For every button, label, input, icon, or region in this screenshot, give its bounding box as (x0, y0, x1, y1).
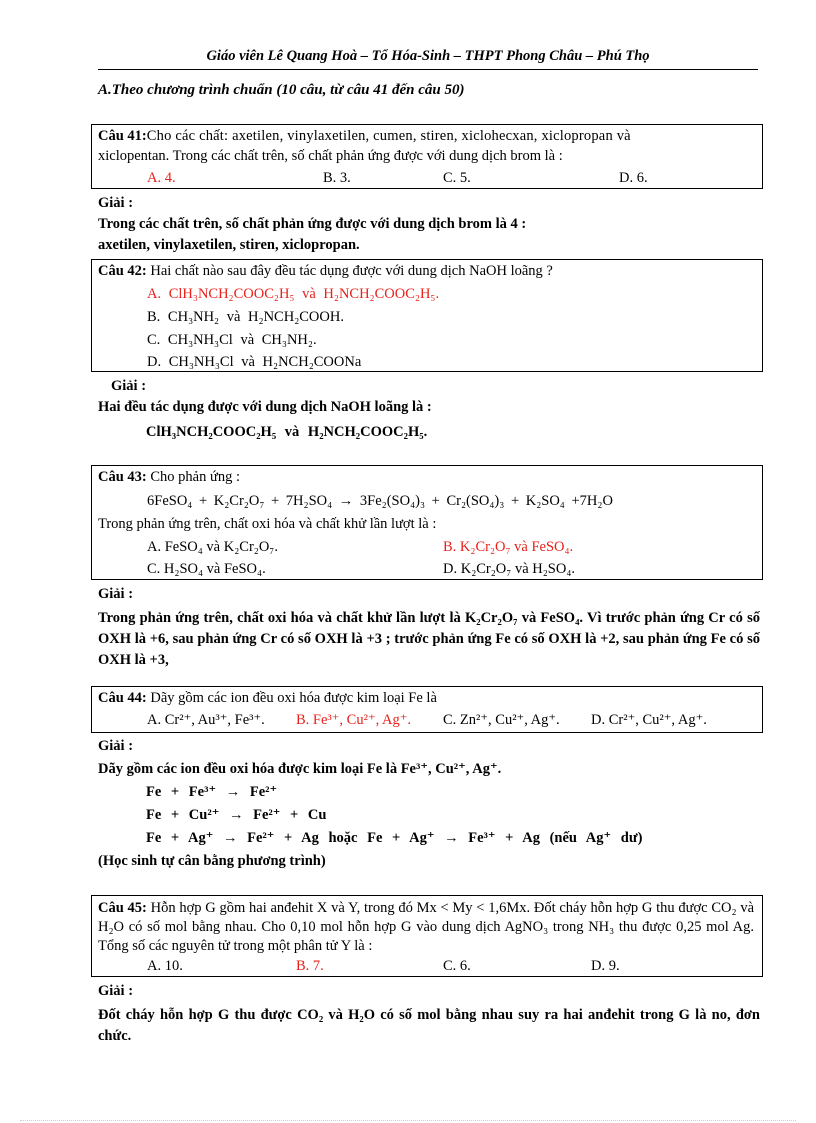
q43-option-b: B. K₂Cr₂O₇ và FeSO₄. (443, 539, 574, 555)
q43-label: Câu 43: (98, 469, 147, 485)
q41-giai-label: Giải : (98, 195, 134, 211)
q42-option-d: D. CH₃NH₃Cl và H₂NCH₂COONa (147, 354, 362, 370)
page-header: Giáo viên Lê Quang Hoà – Tổ Hóa-Sinh – THPT Phong Châu – Phú Thọ (206, 48, 650, 64)
q44-stem: Dãy gồm các ion đều oxi hóa được kim loại Fe là (150, 690, 437, 706)
question-44-box (91, 686, 763, 733)
q41-solution (98, 193, 760, 256)
q41-solution-line1: Trong các chất trên, số chất phản ứng được với dung dịch brom là 4 : (98, 216, 527, 232)
q42-solution-line2: ClH₃NCH₂COOC₂H₅ và H₂NCH₂COOC₂H₅. (146, 424, 428, 440)
q43-option-a: A. FeSO₄ và K₂Cr₂O₇. (147, 539, 278, 555)
q44-solution-line1: Dãy gồm các ion đều oxi hóa được kim loại Fe là Fe³⁺, Cu²⁺, Ag⁺. (98, 761, 502, 777)
q42-option-c: C. CH₃NH₃Cl và CH₃NH₂. (147, 332, 317, 348)
q42-option-a: A. ClH₃NCH₂COOC₂H₅ và H₂NCH₂COOC₂H₅. (147, 286, 440, 302)
q45-label: Câu 45: (98, 900, 147, 916)
q43-option-c: C. H₂SO₄ và FeSO₄. (147, 561, 266, 577)
q45-solution-text: Đốt cháy hỗn hợp G thu được CO₂ và H₂O có số mol bằng nhau suy ra hai anđehit trong G là no, đơn chức. (98, 1007, 760, 1044)
q44-note: (Học sinh tự cân bằng phương trình) (98, 853, 326, 869)
question-45-box (91, 895, 763, 977)
q44-label: Câu 44: (98, 690, 147, 706)
q45-solution (98, 981, 760, 1047)
header-rule (98, 69, 758, 70)
page-bottom-rule (20, 1120, 796, 1121)
q42-solution-line1: Hai đều tác dụng được với dung dịch NaOH loãng là : (98, 399, 432, 415)
q42-stem: Hai chất nào sau đây đều tác dụng được với dung dịch NaOH loãng ? (150, 263, 553, 279)
question-42-box (91, 259, 763, 372)
q41-option-c: C. 5. (443, 170, 471, 186)
q44-equation-2: Fe + Cu²⁺ → Fe²⁺ + Cu (146, 807, 327, 823)
q42-option-b: B. CH₃NH₂ và H₂NCH₂COOH. (147, 309, 344, 325)
q41-solution-line2: axetilen, vinylaxetilen, stiren, xiclopropan. (98, 237, 360, 253)
q44-equation-1: Fe + Fe³⁺ → Fe²⁺ (146, 784, 278, 800)
q42-label: Câu 42: (98, 263, 147, 279)
q41-stem-line2: xiclopentan. Trong các chất trên, số chất phản ứng được với dung dịch brom là : (98, 148, 563, 164)
q43-equation: 6FeSO₄ + K₂Cr₂O₇ + 7H₂SO₄ → 3Fe₂(SO₄)₃ + Cr₂(SO₄)₃ + K₂SO₄ +7H₂O (147, 493, 613, 509)
q45-stem: Hỗn hợp G gồm hai anđehit X và Y, trong đó Mx < My < 1,6Mx. Đốt cháy hỗn hợp G thu được CO₂ và H₂O có số mol bằng nhau. Cho 0,10 mol hỗn hợp G vào dung dịch AgNO₃ trong NH₃ thu được 0,25 mol Ag. Tổng số các nguyên tử trong một phân tử Y là : (98, 900, 755, 954)
q42-solution (98, 376, 760, 443)
q43-stem: Cho phản ứng : (150, 469, 240, 485)
q43-option-d: D. K₂Cr₂O₇ và H₂SO₄. (443, 561, 576, 577)
q41-option-b: B. 3. (323, 170, 351, 186)
q44-equation-3: Fe + Ag⁺ → Fe²⁺ + Ag hoặc Fe + Ag⁺ → Fe³⁺ + Ag (nếu Ag⁺ dư) (146, 830, 643, 846)
question-41-box (91, 124, 763, 189)
q43-solution-text: Trong phản ứng trên, chất oxi hóa và chất khử lần lượt là K₂Cr₂O₇ và FeSO₄. Vì trước phản ứng Cr có số OXH là +6, sau phản ứng Cr có số OXH là +3 ; trước phản ứng Fe có số OXH là +2, sau phản ứng Fe có số OXH là +3, (98, 610, 760, 668)
q45-option-c: C. 6. (443, 958, 471, 974)
question-43-box (91, 465, 763, 580)
q43-stem-line2: Trong phản ứng trên, chất oxi hóa và chất khử lần lượt là : (98, 516, 437, 532)
q45-option-a: A. 10. (147, 958, 183, 974)
q44-option-c: C. Zn²⁺, Cu²⁺, Ag⁺. (443, 712, 560, 728)
q44-giai-label: Giải : (98, 738, 134, 754)
q41-option-d: D. 6. (619, 170, 648, 186)
q45-option-d: D. 9. (591, 958, 620, 974)
q41-stem-line1: Cho các chất: axetilen, vinylaxetilen, cumen, stiren, xiclohecxan, xiclopropan và (146, 128, 631, 144)
q43-giai-label: Giải : (98, 586, 134, 602)
q41-label: Câu 41: (98, 128, 147, 144)
q45-giai-label: Giải : (98, 983, 134, 999)
q42-giai-label: Giải : (111, 378, 147, 394)
q44-option-a: A. Cr²⁺, Au³⁺, Fe³⁺. (147, 712, 265, 728)
q44-option-d: D. Cr²⁺, Cu²⁺, Ag⁺. (591, 712, 707, 728)
q45-option-b: B. 7. (296, 958, 324, 974)
section-title: A.Theo chương trình chuẩn (10 câu, từ câu 41 đến câu 50) (98, 82, 465, 98)
q44-option-b: B. Fe³⁺, Cu²⁺, Ag⁺. (296, 712, 412, 728)
q44-solution (98, 736, 760, 872)
q43-solution (98, 584, 760, 671)
q41-option-a: A. 4. (147, 170, 176, 186)
